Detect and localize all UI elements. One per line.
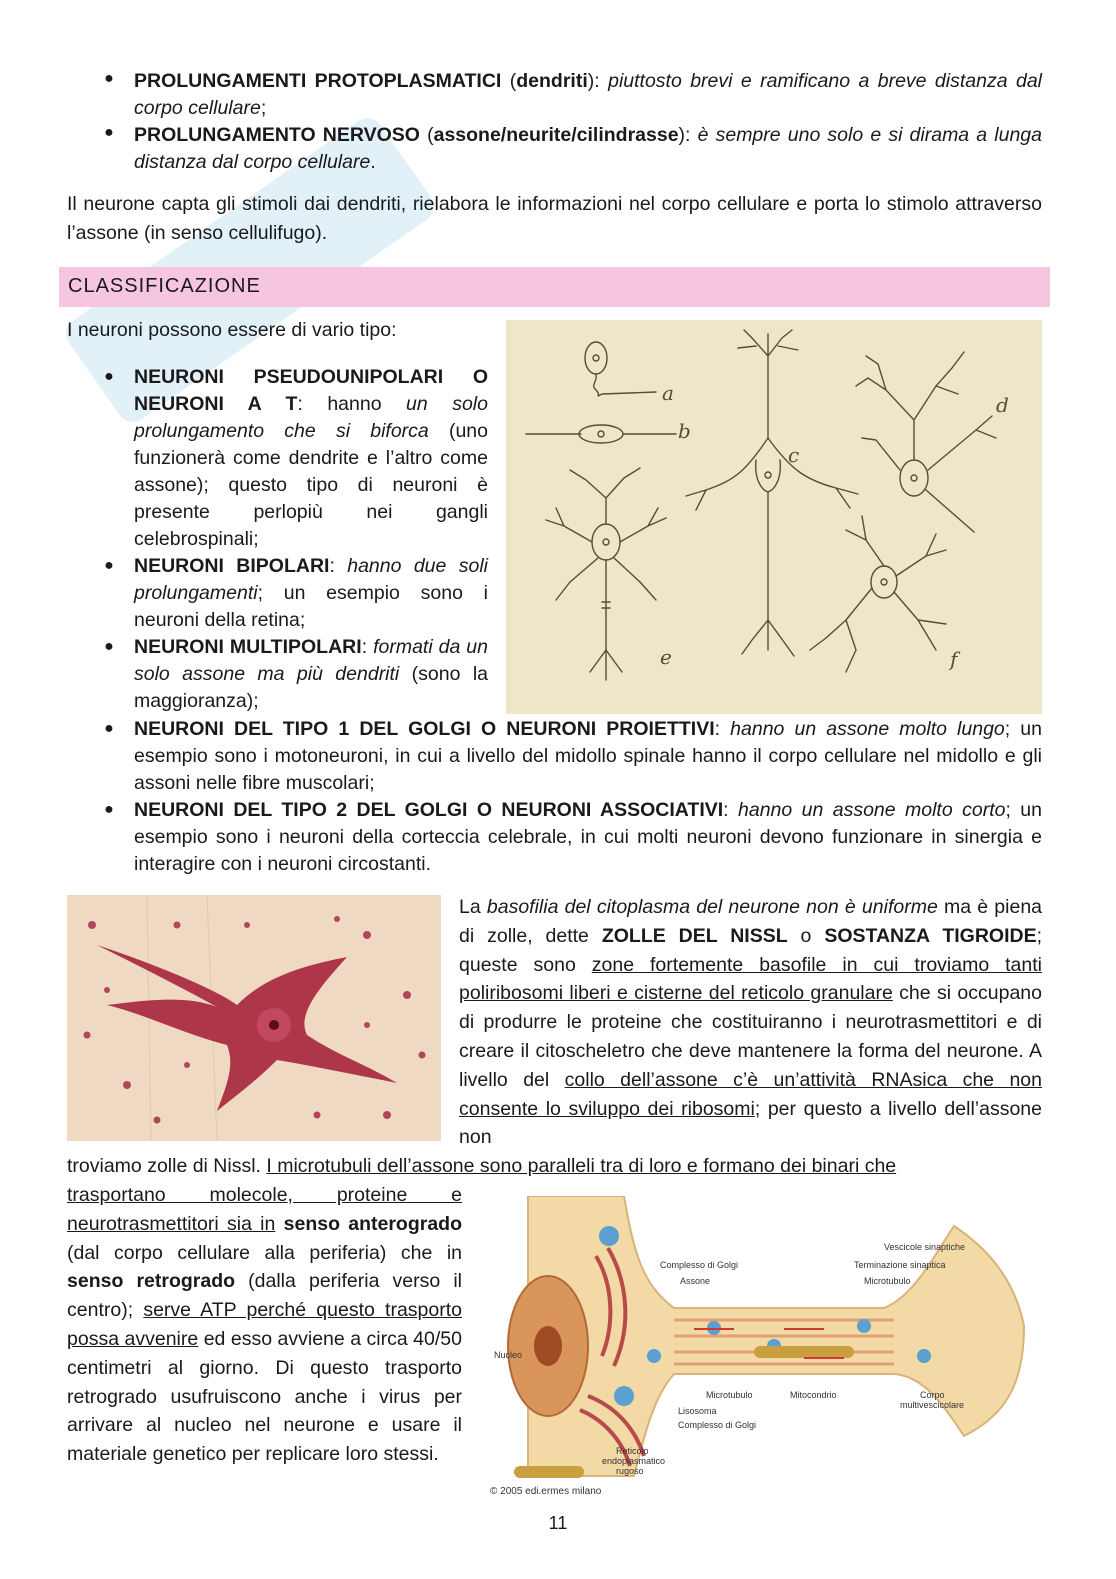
label-microtubulo-top: Microtubulo: [864, 1276, 911, 1286]
label-reticolo-2: endoplasmatico: [602, 1456, 666, 1466]
bullet-icon: ●: [104, 801, 114, 818]
class-bipolari: NEURONI BIPOLARI: hanno due soli prolungamenti; un esempio sono i neuroni della retina;: [134, 555, 488, 631]
label-golgi-bottom: Complesso di Golgi: [678, 1420, 757, 1430]
figure-label-e: e: [660, 645, 672, 669]
label-assone: Assone: [680, 1276, 711, 1286]
microtubuli-line: troviamo zolle di Nissl. I microtubuli dell’assone sono paralleli tra di loro e formano dei binari che: [67, 1155, 897, 1177]
bullet-icon: ●: [104, 124, 114, 141]
transport-paragraph: trasportano molecole, proteine e neurotrasmettitori sia in senso anterogrado (dal corpo cellulare alla periferia) che in senso retrogrado (dalla periferia verso il centro); serve ATP perché questo trasporto possa avvenire ed esso avviene a circa 40/50 centimetri al giorno. Di questo trasporto retrogrado usufruiscono anche i virus per arrivare al nucleo nel neurone e usare il materiale genetico per replicare loro stessi.: [67, 1184, 463, 1466]
label-corpo-1: Corpo: [920, 1390, 945, 1400]
label-golgi-top: Complesso di Golgi: [660, 1260, 739, 1270]
label-terminazione: Terminazione sinaptica: [854, 1260, 946, 1270]
label-microtubulo-bottom: Microtubulo: [706, 1390, 753, 1400]
label-reticolo-1: Reticolo: [616, 1446, 649, 1456]
class-golgi-2: NEURONI DEL TIPO 2 DEL GOLGI O NEURONI ASSOCIATIVI: hanno un assone molto corto; un esempio sono i neuroni della corteccia celebrale, in cui molti neuroni devono funzionare in sinergia e interagire con i neuroni circostanti.: [134, 799, 1042, 875]
label-copyright: © 2005 edi.ermes milano: [490, 1486, 602, 1497]
bullet-assone: PROLUNGAMENTO NERVOSO (assone/neurite/cilindrasse): è sempre uno solo e si dirama a lunga distanza dal corpo cellulare.: [134, 124, 1042, 173]
bullet-icon: ●: [104, 720, 114, 737]
label-lisosoma: Lisosoma: [678, 1406, 717, 1416]
nissl-micrograph: [67, 895, 441, 1141]
label-reticolo-3: rugoso: [616, 1466, 644, 1476]
bullet-icon: ●: [104, 557, 114, 574]
class-pseudounipolari: NEURONI PSEUDOUNIPOLARI O NEURONI A T: hanno un solo prolungamento che si biforca (uno funzionerà come dendrite e l’altro come assone); questo tipo di neuroni è presente perlopiù nei gangli celebrospinali;: [134, 366, 488, 550]
section-title: CLASSIFICAZIONE: [68, 275, 261, 297]
intro-paragraph: Il neurone capta gli stimoli dai dendriti, rielabora le informazioni nel corpo cellulare e porta lo stimolo attraverso l’assone (in senso cellulifugo).: [67, 193, 1042, 244]
figure-label-f: f: [950, 647, 958, 671]
figure-label-a: a: [662, 381, 674, 405]
axonal-transport-diagram: [484, 1196, 1044, 1502]
class-multipolari: NEURONI MULTIPOLARI: formati da un solo assone ma più dendriti (sono la maggioranza);: [134, 636, 488, 712]
label-corpo-2: multivescicolare: [900, 1400, 965, 1410]
figure-label-c: c: [788, 443, 800, 467]
nissl-paragraph: La basofilia del citoplasma del neurone non è uniforme ma è piena di zolle, dette ZOLLE DEL NISSL o SOSTANZA TIGROIDE; queste sono zone fortemente basofile in cui troviamo tanti poliribosomi liberi e cisterne del reticolo granulare che si occupano di produrre le proteine che costituiranno i neurotrasmettitori e di creare il citoscheletro che deve mantenere la forma del neurone. A livello del collo dell’assone c’è un’attività RNAsica che non consente lo sviluppo dei ribosomi; per questo a livello dell’assone non: [459, 896, 1043, 1149]
label-vescicole: Vescicole sinaptiche: [884, 1242, 966, 1252]
figure-label-b: b: [678, 419, 691, 443]
bullet-icon: ●: [104, 70, 114, 87]
neuron-types-figure: [506, 320, 1042, 714]
classification-intro: I neuroni possono essere di vario tipo:: [67, 319, 397, 341]
bullet-icon: ●: [104, 368, 114, 385]
label-nucleo: Nucleo: [494, 1350, 523, 1360]
figure-label-d: d: [996, 393, 1009, 417]
bullet-dendriti: PROLUNGAMENTI PROTOPLASMATICI (dendriti): piuttosto brevi e ramificano a breve distanza dal corpo cellulare;: [134, 70, 1042, 119]
class-golgi-1: NEURONI DEL TIPO 1 DEL GOLGI O NEURONI PROIETTIVI: hanno un assone molto lungo; un esempio sono i motoneuroni, in cui a livello del midollo spinale hanno il corpo cellulare nel midollo e gli assoni nelle fibre muscolari;: [134, 718, 1042, 794]
bullet-icon: ●: [104, 638, 114, 655]
page-number: 11: [548, 1513, 568, 1533]
label-mitocondrio: Mitocondrio: [790, 1390, 837, 1400]
